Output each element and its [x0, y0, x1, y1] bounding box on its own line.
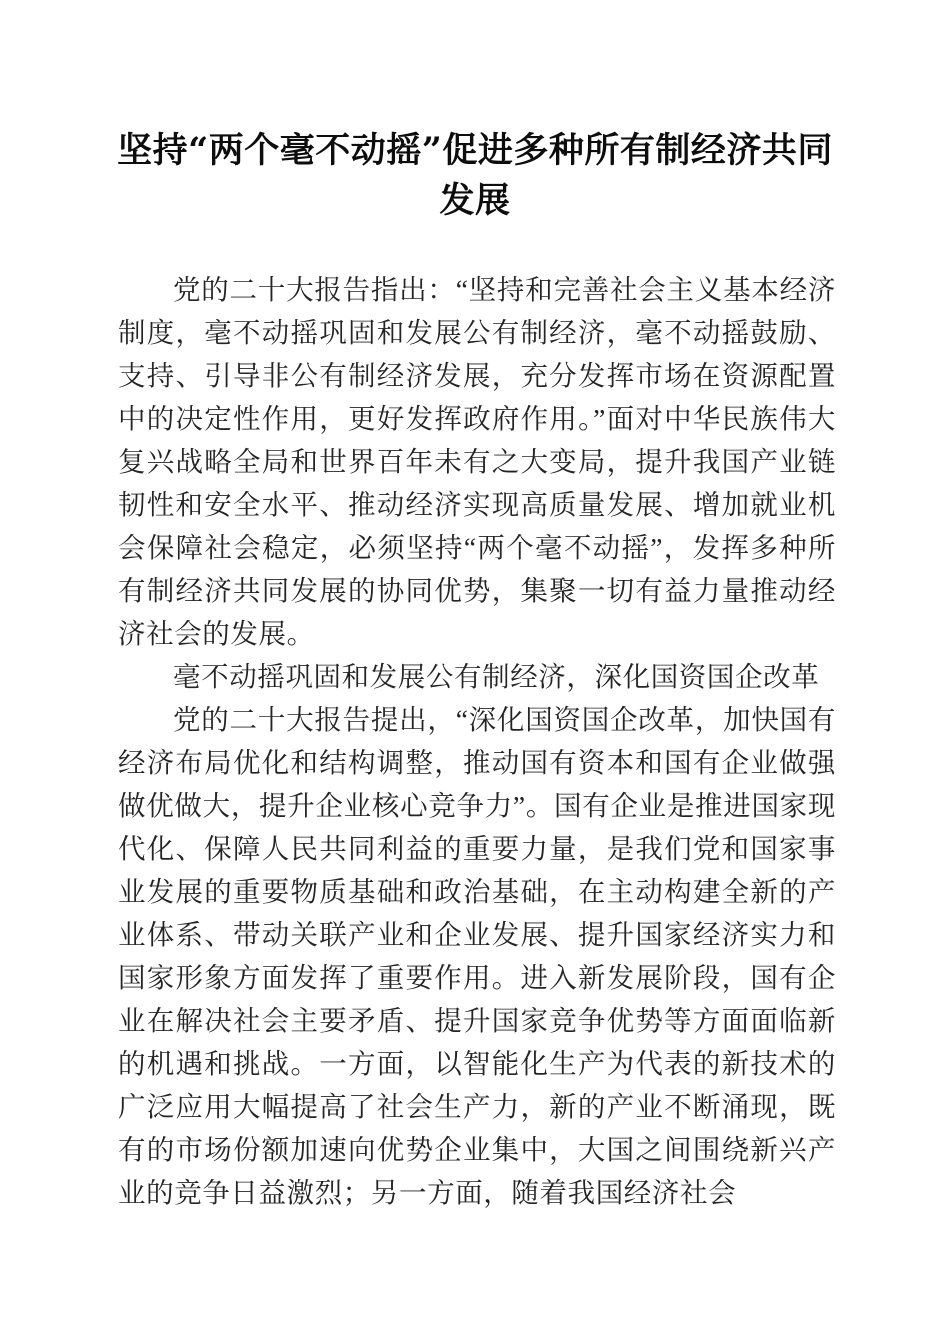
- page-title: 坚持“两个毫不动摇”促进多种所有制经济共同发展: [117, 130, 833, 221]
- paragraph: 毫不动摇巩固和发展公有制经济，深化国资国企改革: [173, 661, 820, 692]
- paragraph: 党的二十大报告提出，“深化国资国企改革，加快国有经济布局优化和结构调整，推动国有资本和国有企业做强做优做大，提升企业核心竞争力”。国有企业是推进国家现代化、保障人民共同利益的重要力量，是我们党和国家事业发展的重要物质基础和政治基础，在主动构建全新的产业体系、带动关联产业和企业发展、提升国家经济实力和国家形象方面发挥了重要作用。进入新发展阶段，国有企业在解决社会主要矛盾、提升国家竞争优势等方面面临新的机遇和挑战。一方面，以智能化生产为代表的新技术的广泛应用大幅提高了社会生产力，新的产业不断涌现，既有的市场份额加速向优势企业集中，大国之间围绕新兴产业的竞争日益激烈；另一方面，随着我国经济社会: [118, 704, 836, 1208]
- document-body: [118, 268, 836, 1214]
- paragraph: 党的二十大报告指出：“坚持和完善社会主义基本经济制度，毫不动摇巩固和发展公有制经济，毫不动摇鼓励、支持、引导非公有制经济发展，充分发挥市场在资源配置中的决定性作用，更好发挥政府作用。”面对中华民族伟大复兴战略全局和世界百年未有之大变局，提升我国产业链韧性和安全水平、推动经济实现高质量发展、增加就业机会保障社会稳定，必须坚持“两个毫不动摇”，发挥多种所有制经济共同发展的协同优势，集聚一切有益力量推动经济社会的发展。: [118, 274, 836, 649]
